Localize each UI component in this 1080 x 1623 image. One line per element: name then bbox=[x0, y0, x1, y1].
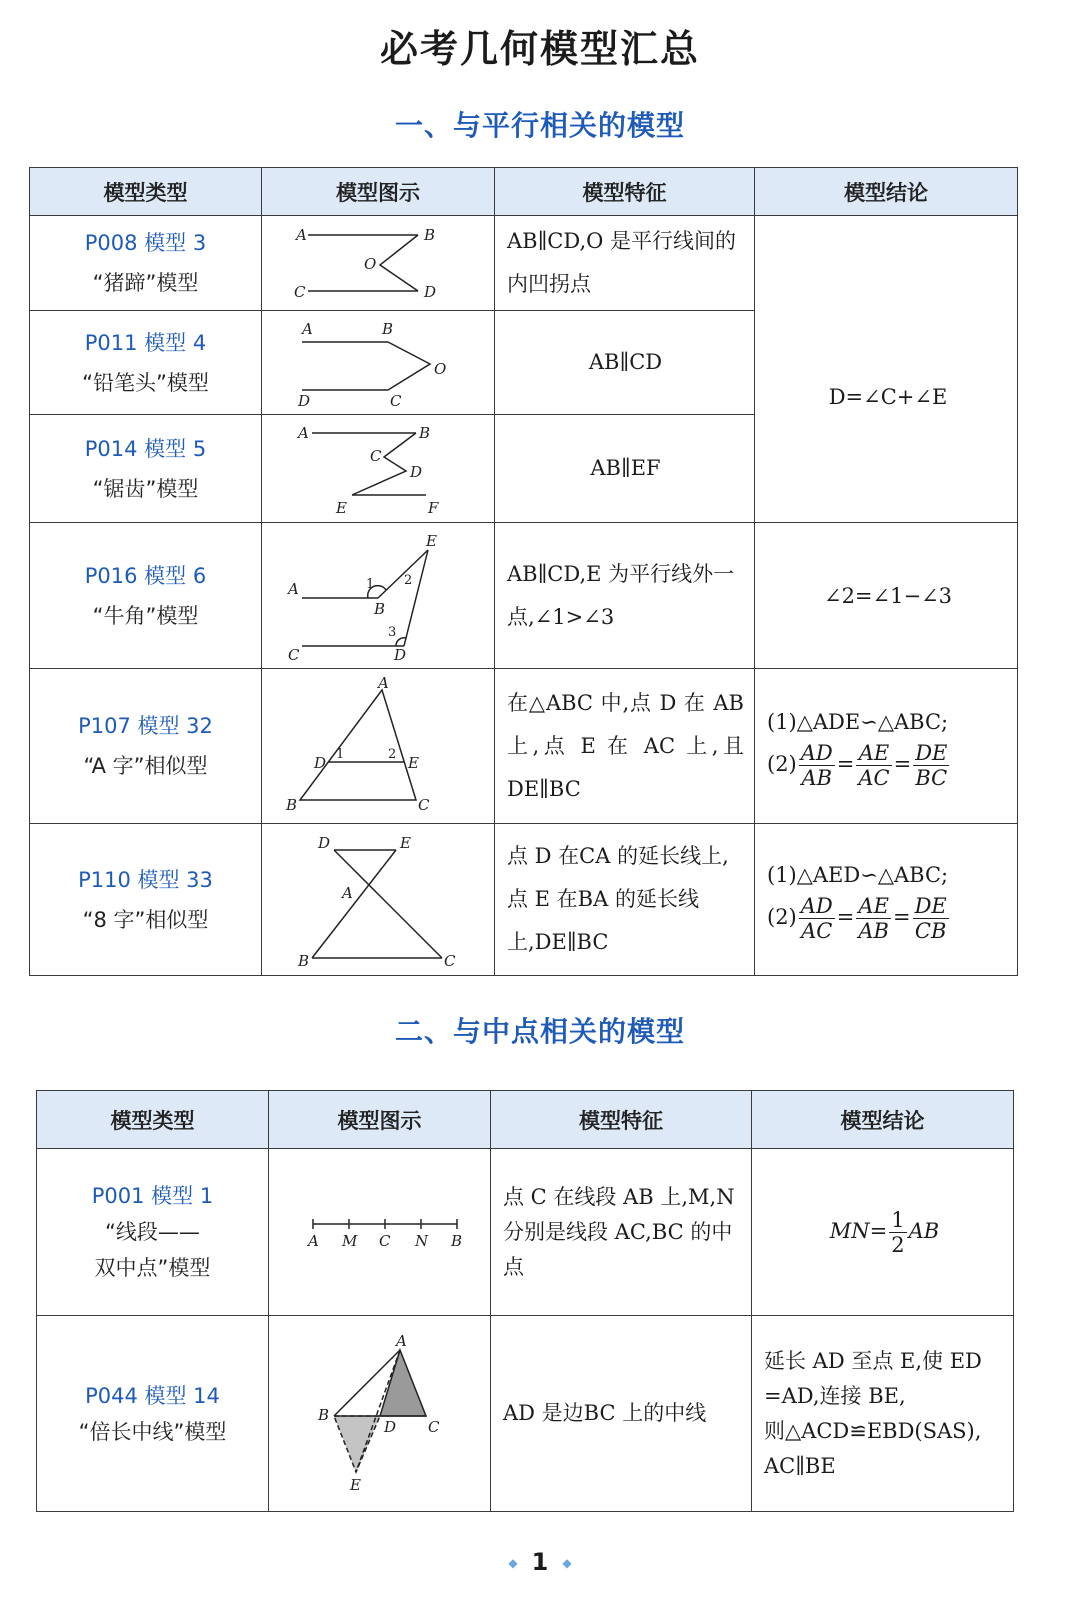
midpoint-models-table bbox=[36, 1090, 1014, 1512]
label-c: C bbox=[444, 951, 456, 970]
label-b: B bbox=[317, 1405, 329, 1424]
model-name: “倍长中线”模型 bbox=[78, 1419, 227, 1444]
model-name: “8 字”相似型 bbox=[82, 907, 209, 932]
model-name: “猪蹄”模型 bbox=[92, 271, 199, 295]
conclusion-line-2: (2) $\frac{AD}{AC}$ = $\frac{AE}{AB}$ = $\frac{DE}{CB}$ bbox=[767, 894, 947, 943]
angle-1: 1 bbox=[366, 577, 375, 592]
eight-shape-diagram bbox=[278, 830, 478, 970]
col-header-conclusion: 模型结论 bbox=[755, 168, 1018, 216]
model-code[interactable]: P008 模型 3 bbox=[84, 231, 207, 255]
label-b: B bbox=[298, 951, 310, 970]
angle-2: 2 bbox=[388, 747, 397, 762]
label-e: E bbox=[426, 532, 437, 550]
model-name: “A 字”相似型 bbox=[83, 754, 208, 778]
label-f: F bbox=[428, 498, 439, 517]
model-name: “牛角”模型 bbox=[92, 603, 199, 628]
table-row bbox=[30, 523, 1018, 669]
page-number: 1 bbox=[531, 1548, 549, 1576]
table-row bbox=[30, 824, 1018, 976]
label-c: C bbox=[294, 283, 306, 301]
model-conclusion-cell: MN= $\frac{1}{2}$ AB bbox=[752, 1149, 1014, 1316]
label-a: A bbox=[378, 676, 389, 692]
model-figure-cell bbox=[269, 1149, 491, 1316]
a-shape-diagram bbox=[278, 676, 478, 816]
conclusion-line-1: (1)△ADE∽△ABC; bbox=[767, 709, 949, 734]
model-feature-cell: AD 是边BC 上的中线 bbox=[491, 1316, 752, 1512]
col-header-feature: 模型特征 bbox=[491, 1091, 752, 1149]
conclusion-line-2: (2) $\frac{AD}{AB}$ = $\frac{AE}{AC}$ = $\frac{DE}{BC}$ bbox=[767, 740, 948, 790]
model-feature-cell: AB∥CD,O 是平行线间的内凹拐点 bbox=[495, 216, 755, 311]
footer-dot-icon: ◆ bbox=[508, 1556, 518, 1570]
model-name-line1: “线段—— bbox=[105, 1220, 200, 1244]
table-row bbox=[37, 1149, 1014, 1316]
label-b: B bbox=[374, 600, 386, 618]
model-type-cell bbox=[30, 523, 262, 669]
model-code[interactable]: P001 模型 1 bbox=[91, 1184, 214, 1208]
label-c: C bbox=[418, 796, 430, 814]
model-figure-cell bbox=[262, 311, 495, 415]
conclusion-line: 则△ACD≌EBD(SAS), bbox=[764, 1418, 982, 1443]
conclusion-line: 延长 AD 至点 E,使 ED bbox=[764, 1348, 982, 1373]
table-row bbox=[30, 669, 1018, 824]
section2-heading: 二、与中点相关的模型 bbox=[394, 1015, 685, 1048]
label-d: D bbox=[314, 754, 327, 772]
parallel-models-table bbox=[29, 167, 1018, 976]
model-feature-cell: AB∥EF bbox=[495, 415, 755, 523]
model-code[interactable]: P044 模型 14 bbox=[85, 1383, 220, 1408]
col-header-type: 模型类型 bbox=[30, 168, 262, 216]
model-type-cell bbox=[30, 415, 262, 523]
model-code[interactable]: P014 模型 5 bbox=[84, 436, 207, 461]
label-m: M bbox=[341, 1232, 357, 1250]
label-b: B bbox=[424, 226, 436, 244]
label-e: E bbox=[349, 1475, 361, 1494]
label-e: E bbox=[408, 754, 419, 772]
double-median-diagram bbox=[280, 1334, 480, 1494]
label-a: A bbox=[298, 423, 309, 442]
model-name: “铅笔头”模型 bbox=[82, 370, 209, 395]
model-figure-cell bbox=[262, 415, 495, 523]
model-conclusion-cell bbox=[755, 824, 1018, 976]
col-header-figure: 模型图示 bbox=[262, 168, 495, 216]
label-a: A bbox=[395, 1333, 407, 1350]
page-footer bbox=[0, 1548, 1080, 1576]
model-figure-cell bbox=[262, 523, 495, 669]
model-type-cell bbox=[30, 824, 262, 976]
model-figure-cell bbox=[262, 824, 495, 976]
model-name-line2: 双中点”模型 bbox=[94, 1256, 211, 1280]
label-o: O bbox=[434, 359, 447, 378]
table-row bbox=[30, 216, 1018, 311]
model-conclusion-cell bbox=[755, 669, 1018, 824]
angle-3: 3 bbox=[388, 625, 397, 640]
conclusion-text: D=∠C+∠E bbox=[828, 384, 948, 409]
model-code[interactable]: P110 模型 33 bbox=[78, 867, 213, 892]
model-feature-cell: 点 C 在线段 AB 上,M,N 分别是线段 AC,BC 的中点 bbox=[491, 1149, 752, 1316]
label-d: D bbox=[298, 391, 311, 408]
model-feature-cell: 点 D 在CA 的延长线上,点 E 在BA 的延长线上,DE∥BC bbox=[495, 824, 755, 976]
model-figure-cell bbox=[262, 669, 495, 824]
col-header-type: 模型类型 bbox=[37, 1091, 269, 1149]
angle-2: 2 bbox=[404, 573, 413, 588]
model-conclusion-cell bbox=[755, 216, 1018, 523]
label-o: O bbox=[364, 255, 377, 273]
label-n: N bbox=[414, 1232, 428, 1250]
page-title: 必考几何模型汇总 bbox=[379, 27, 700, 71]
col-header-figure: 模型图示 bbox=[269, 1091, 491, 1149]
model-feature-cell: 在△ABC 中,点 D 在 AB 上,点 E 在 AC 上,且 DE∥BC bbox=[495, 669, 755, 824]
model-feature-cell: AB∥CD bbox=[495, 311, 755, 415]
label-b: B bbox=[286, 796, 298, 814]
model-type-cell bbox=[37, 1149, 269, 1316]
label-a: A bbox=[302, 319, 313, 338]
label-b: B bbox=[419, 423, 431, 442]
label-d: D bbox=[394, 646, 407, 663]
label-c: C bbox=[288, 646, 300, 663]
model-name: “锯齿”模型 bbox=[92, 476, 199, 501]
pencil-head-diagram bbox=[288, 318, 468, 408]
model-code[interactable]: P011 模型 4 bbox=[84, 330, 207, 355]
conclusion-line-1: (1)△AED∽△ABC; bbox=[767, 863, 949, 887]
model-type-cell bbox=[30, 216, 262, 311]
model-conclusion-cell bbox=[752, 1316, 1014, 1512]
section1-heading: 一、与平行相关的模型 bbox=[394, 109, 685, 142]
segment-midpoint-diagram bbox=[285, 1212, 475, 1252]
model-figure-cell bbox=[262, 216, 495, 311]
label-a: A bbox=[288, 580, 299, 598]
label-e: E bbox=[336, 498, 347, 517]
ox-horn-diagram bbox=[278, 528, 478, 663]
model-figure-cell bbox=[269, 1316, 491, 1512]
angle-1: 1 bbox=[336, 747, 345, 762]
footer-dot-icon: ◆ bbox=[562, 1556, 572, 1570]
label-c: C bbox=[370, 446, 382, 465]
label-d: D bbox=[383, 1417, 396, 1436]
pig-hoof-diagram bbox=[288, 223, 468, 303]
model-conclusion-cell: ∠2=∠1−∠3 bbox=[755, 523, 1018, 669]
sawtooth-diagram bbox=[288, 421, 468, 517]
label-c: C bbox=[378, 1232, 390, 1250]
label-b: B bbox=[450, 1232, 462, 1250]
model-type-cell bbox=[30, 311, 262, 415]
label-d: D bbox=[424, 283, 437, 301]
col-header-conclusion: 模型结论 bbox=[752, 1091, 1014, 1149]
label-e: E bbox=[400, 833, 411, 852]
label-d: D bbox=[410, 462, 423, 481]
table-row bbox=[37, 1316, 1014, 1512]
model-type-cell bbox=[37, 1316, 269, 1512]
conclusion-line: AC∥BE bbox=[764, 1453, 836, 1478]
model-type-cell bbox=[30, 669, 262, 824]
model-code[interactable]: P107 模型 32 bbox=[78, 714, 213, 738]
conclusion-line: =AD,连接 BE, bbox=[764, 1383, 906, 1408]
label-d: D bbox=[318, 833, 331, 852]
label-a: A bbox=[342, 883, 353, 902]
label-c: C bbox=[427, 1417, 439, 1436]
label-c: C bbox=[390, 391, 402, 408]
label-b: B bbox=[382, 319, 394, 338]
col-header-feature: 模型特征 bbox=[495, 168, 755, 216]
label-a: A bbox=[307, 1232, 319, 1250]
label-a: A bbox=[296, 226, 307, 244]
model-code[interactable]: P016 模型 6 bbox=[84, 563, 207, 588]
model-feature-cell: AB∥CD,E 为平行线外一点,∠1>∠3 bbox=[495, 523, 755, 669]
